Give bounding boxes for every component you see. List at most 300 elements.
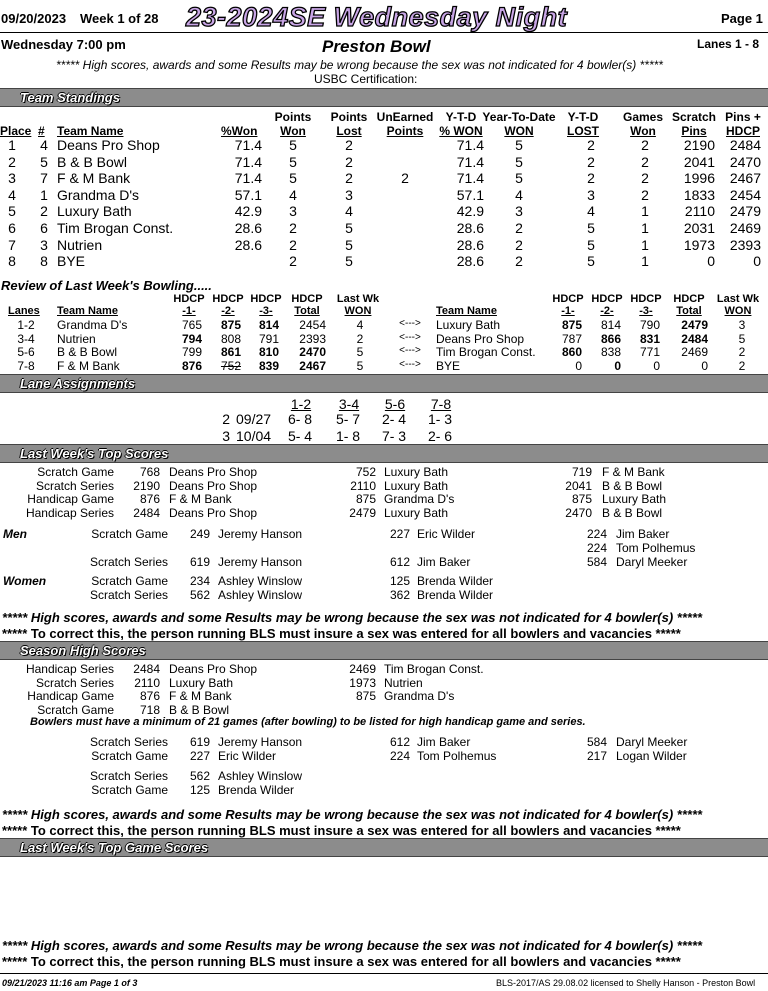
standings-cell-ph: 2467 [729, 170, 761, 187]
review-cell-a2: 875 [220, 318, 241, 332]
review-cell-aw: 4 [356, 318, 364, 332]
bowler-name: Brenda Wilder [417, 574, 494, 588]
week-label: Week 1 of 28 [80, 11, 159, 26]
col-team: Team Name [57, 124, 124, 138]
review-cell-b1: 875 [561, 318, 582, 332]
standings-cell-ytdp: 28.6 [456, 253, 484, 270]
review-cell-aw: 5 [356, 345, 364, 359]
standings-cell-team: Luxury Bath [57, 203, 132, 220]
top-team-score: 752 [355, 465, 376, 479]
warning-line-2a: ***** To correct this, the person running BLS must insure a sex was entered for all bowlers and vacancies ***** [2, 626, 681, 641]
season-high-section-bar [0, 641, 768, 660]
standings-cell-ytdw: 3 [515, 203, 523, 220]
review-col-hdcp: HDCP [291, 293, 323, 305]
standings-cell-ytdw: 5 [515, 153, 523, 170]
lane-matchup: 5- 4 [287, 428, 313, 444]
individual-category: Scratch Series [89, 769, 168, 783]
lane-matchup: 1- 3 [427, 411, 453, 427]
standings-cell-pct: 28.6 [234, 220, 262, 236]
standings-cell-place: 5 [8, 203, 16, 220]
standings-cell-ytdw: 2 [515, 253, 523, 270]
standings-cell-team: Nutrien [57, 236, 103, 253]
review-cell-a3: 810 [258, 345, 279, 359]
standings-cell-pl: 5 [345, 253, 353, 270]
standings-cell-ph: 2470 [729, 153, 761, 170]
review-cell-a2: 752 [220, 358, 241, 373]
standings-cell-num: 6 [40, 220, 48, 236]
review-cell-at: 2470 [299, 345, 326, 359]
col-ue-2: Points [386, 124, 424, 138]
report-date: 09/20/2023 [1, 11, 67, 26]
individual-score: 224 [389, 749, 410, 763]
standings-cell-num: 8 [40, 253, 48, 270]
lane-matchup: 2- 6 [427, 428, 453, 444]
top-team-name: Luxury Bath [384, 465, 449, 479]
review-cell-a2: 861 [220, 345, 241, 359]
bowling-center: Preston Bowl [322, 37, 431, 56]
standings-cell-place: 1 [8, 137, 16, 153]
season-team-score: 875 [355, 689, 376, 703]
season-team-score: 2469 [349, 662, 376, 676]
standings-cell-ue: 2 [401, 170, 409, 187]
season-team-name: B & B Bowl [169, 702, 230, 717]
standings-cell-ytdl: 5 [587, 253, 595, 270]
individual-score: 125 [189, 783, 210, 797]
individual-score: 362 [389, 588, 410, 602]
lane-pair-header: 5-6 [384, 396, 406, 412]
standings-cell-ph: 2484 [729, 137, 761, 153]
warning-line-2c: ***** To correct this, the person running BLS must insure a sex was entered for all bowlers and vacancies ***** [2, 954, 681, 969]
review-col-won-b: WON [724, 305, 752, 317]
bowler-name: Jim Baker [417, 735, 471, 749]
review-cell-b3: 0 [653, 358, 660, 373]
bowler-name: Jim Baker [417, 555, 471, 569]
standings-cell-ytdw: 5 [515, 170, 523, 187]
individual-score: 224 [586, 527, 607, 541]
lane-matchup: 6- 8 [287, 411, 313, 427]
col-pl-2: Lost [336, 124, 362, 138]
bowler-name: Daryl Meeker [616, 735, 688, 749]
standings-cell-ytdl: 2 [587, 170, 595, 187]
top-game-scores-section-bar [0, 838, 768, 857]
standings-cell-team: B & B Bowl [57, 153, 128, 170]
top-team-score: 875 [571, 492, 592, 506]
individual-score: 584 [586, 555, 607, 569]
review-cell-a1: 799 [181, 345, 202, 359]
footer-right: BLS-2017/AS 29.08.02 licensed to Shelly Hanson - Preston Bowl [496, 978, 756, 988]
bowler-name: Tom Polhemus [417, 749, 497, 763]
standings-cell-pl: 2 [345, 153, 353, 170]
season-team-name: Nutrien [384, 675, 423, 690]
season-team-name: Luxury Bath [169, 675, 234, 690]
standings-cell-ytdw: 5 [515, 137, 523, 153]
standings-cell-gw: 1 [641, 236, 649, 253]
standings-section-title: Team Standings [20, 90, 120, 105]
warning-line-1c: ***** High scores, awards and some Results may be wrong because the sex was not indicated for 4 bowler(s) ***** [2, 938, 703, 953]
standings-cell-pct: 71.4 [234, 153, 262, 170]
top-team-score: 876 [139, 492, 160, 506]
top-team-name: F & M Bank [169, 492, 232, 506]
standings-cell-gw: 1 [641, 220, 649, 236]
individual-score: 227 [389, 527, 410, 541]
top-team-name: Luxury Bath [602, 492, 667, 506]
col-sp-1: Scratch [671, 110, 717, 124]
standings-cell-ph: 2469 [729, 220, 761, 236]
review-cell-t1: Nutrien [57, 331, 96, 346]
review-col-lanes: Lanes [8, 305, 40, 317]
lane-week-date: 10/04 [236, 428, 272, 444]
standings-cell-pw: 2 [289, 236, 297, 253]
standings-cell-pw: 3 [289, 203, 297, 220]
top-game-scores-section-title: Last Week's Top Game Scores [20, 840, 209, 855]
top-team-category: Scratch Series [35, 478, 114, 493]
standings-cell-pct: 42.9 [234, 203, 262, 220]
review-col-g1: -1- [561, 305, 575, 317]
review-cell-at: 2393 [299, 331, 326, 346]
warning-line-1b: ***** High scores, awards and some Results may be wrong because the sex was not indicated for 4 bowler(s) ***** [2, 807, 703, 822]
individual-category: Scratch Game [91, 574, 168, 588]
individual-score: 125 [389, 574, 410, 588]
standings-cell-num: 4 [40, 137, 48, 153]
individual-score: 612 [389, 735, 410, 749]
lane-week-number: 3 [222, 428, 230, 444]
review-cell-t1: Grandma D's [57, 318, 128, 332]
review-col-g1: -1- [182, 305, 196, 317]
review-col-lastwk-b: Last Wk [716, 293, 760, 305]
col-ytdw-1: Year-To-Date [482, 110, 556, 124]
review-cell-b3: 831 [639, 331, 660, 346]
season-team-name: Tim Brogan Const. [384, 662, 484, 676]
standings-cell-num: 5 [40, 153, 48, 170]
review-col-hdcp: HDCP [552, 293, 584, 305]
col-gw-1: Games [622, 110, 664, 124]
standings-cell-gw: 1 [641, 253, 649, 270]
individual-category: Scratch Game [91, 527, 168, 541]
top-team-name: Luxury Bath [384, 505, 449, 520]
warning-line-1a: ***** High scores, awards and some Results may be wrong because the sex was not indicated for 4 bowler(s) ***** [2, 610, 703, 625]
standings-cell-pw: 2 [289, 253, 297, 270]
top-team-category: Scratch Game [37, 465, 114, 479]
lane-pair-header: 1-2 [290, 396, 312, 412]
review-cell-aw: 2 [356, 331, 364, 346]
standings-cell-place: 3 [8, 170, 16, 187]
col-pl-1: Points [330, 110, 368, 124]
review-cell-at: 2467 [299, 358, 326, 373]
standings-cell-gw: 2 [641, 153, 649, 170]
review-cell-lanes: 1-2 [17, 318, 35, 332]
standings-cell-sp: 2190 [683, 137, 715, 153]
review-cell-b3: 771 [639, 345, 660, 359]
lane-assignments-section-title: Lane Assignments [20, 376, 136, 391]
top-team-score: 2110 [350, 478, 376, 493]
standings-cell-pct: 57.1 [234, 186, 262, 203]
standings-cell-pl: 4 [345, 203, 353, 220]
standings-cell-sp: 1833 [683, 186, 715, 203]
review-col-total: Total [676, 305, 702, 317]
col-ph-2: HDCP [725, 124, 760, 138]
standings-cell-team: Deans Pro Shop [57, 137, 160, 153]
standings-cell-pl: 2 [345, 170, 353, 187]
day-time: Wednesday 7:00 pm [1, 37, 126, 52]
top-team-name: Deans Pro Shop [169, 465, 258, 479]
review-cell-t1: F & M Bank [57, 358, 120, 373]
standings-cell-num: 7 [40, 170, 48, 187]
review-cell-b2: 814 [600, 318, 621, 332]
versus-arrow: <---> [399, 318, 421, 329]
standings-section-bar [0, 88, 768, 107]
standings-cell-place: 6 [8, 220, 16, 236]
bowler-name: Brenda Wilder [218, 783, 295, 797]
men-label: Men [3, 527, 27, 541]
review-cell-b2: 866 [600, 331, 621, 346]
standings-cell-pl: 2 [345, 137, 353, 153]
standings-cell-ytdp: 28.6 [456, 236, 484, 253]
review-col-g3: -3- [639, 305, 653, 317]
review-cell-bw: 2 [738, 358, 746, 373]
review-cell-a1: 794 [181, 331, 202, 346]
bowler-name: Brenda Wilder [417, 588, 494, 602]
review-cell-bt: 2479 [681, 318, 708, 332]
individual-category: Scratch Game [91, 749, 168, 763]
bowler-name: Daryl Meeker [616, 555, 688, 569]
top-team-score: 768 [139, 465, 160, 479]
col-ytdp-1: Y-T-D [445, 110, 477, 124]
header-warning: ***** High scores, awards and some Results may be wrong because the sex was not indicated for 4 bowler(s) ***** [56, 58, 663, 72]
individual-score: 249 [189, 527, 210, 541]
season-team-category: Scratch Series [35, 675, 114, 690]
season-team-category: Handicap Series [25, 662, 114, 676]
bowler-name: Tom Polhemus [616, 541, 696, 555]
standings-cell-pw: 2 [289, 220, 297, 236]
top-team-name: F & M Bank [602, 465, 665, 479]
review-cell-bw: 2 [738, 345, 746, 359]
review-cell-b1: 860 [561, 345, 582, 359]
individual-score: 562 [189, 769, 210, 783]
review-cell-t2: Deans Pro Shop [436, 331, 525, 346]
standings-cell-team: F & M Bank [57, 170, 131, 187]
review-cell-b2: 0 [614, 358, 621, 373]
bowler-name: Jeremy Hanson [218, 527, 303, 541]
top-team-name: B & B Bowl [602, 505, 663, 520]
top-team-name: Deans Pro Shop [169, 478, 258, 493]
individual-score: 224 [586, 541, 607, 555]
individual-category: Scratch Series [89, 735, 168, 749]
individual-score: 217 [586, 749, 607, 763]
col-ytdp-2: % WON [439, 124, 483, 138]
standings-cell-place: 2 [8, 153, 16, 170]
review-cell-a3: 791 [258, 331, 279, 346]
standings-cell-gw: 2 [641, 170, 649, 187]
individual-category: Scratch Series [89, 588, 168, 602]
review-cell-t2: BYE [436, 358, 461, 373]
col-ph-1: Pins + [725, 110, 761, 124]
top-team-name: Luxury Bath [384, 478, 449, 493]
standings-cell-ytdl: 5 [587, 236, 595, 253]
season-team-category: Handicap Game [27, 689, 114, 703]
standings-cell-sp: 0 [707, 253, 715, 270]
review-cell-bt: 2484 [681, 331, 708, 346]
season-team-score: 2484 [133, 662, 160, 676]
standings-cell-pct: 71.4 [234, 170, 262, 187]
top-scores-section-title: Last Week's Top Scores [20, 446, 169, 461]
standings-cell-ytdl: 2 [587, 153, 595, 170]
standings-cell-team: Grandma D's [57, 186, 140, 203]
review-col-lastwk-a: Last Wk [336, 293, 380, 305]
individual-score: 619 [189, 735, 210, 749]
bowler-name: Jeremy Hanson [218, 555, 303, 569]
review-cell-b2: 838 [600, 345, 621, 359]
standings-cell-ytdp: 28.6 [456, 220, 484, 236]
individual-score: 612 [389, 555, 410, 569]
bowler-name: Eric Wilder [218, 749, 277, 763]
standings-cell-ytdp: 71.4 [456, 170, 484, 187]
season-team-score: 876 [139, 689, 160, 703]
season-team-category: Scratch Game [37, 702, 114, 717]
top-team-name: Grandma D's [384, 492, 455, 506]
top-team-score: 875 [355, 492, 376, 506]
standings-cell-ytdl: 3 [587, 186, 595, 203]
review-cell-lanes: 7-8 [17, 358, 35, 373]
review-cell-a1: 876 [181, 358, 202, 373]
standings-cell-ytdw: 4 [515, 186, 523, 203]
standings-cell-gw: 2 [641, 186, 649, 203]
standings-cell-gw: 1 [641, 203, 649, 220]
review-col-team-b: Team Name [436, 305, 497, 317]
season-note: Bowlers must have a minimum of 21 games (after bowling) to be listed for high handicap game and series. [30, 716, 586, 728]
standings-cell-team: Tim Brogan Const. [57, 220, 174, 236]
versus-arrow: <---> [399, 331, 421, 343]
lane-matchup: 7- 3 [381, 428, 407, 444]
review-col-hdcp: HDCP [173, 293, 205, 305]
review-cell-t2: Luxury Bath [436, 318, 501, 332]
warning-line-2b: ***** To correct this, the person running BLS must insure a sex was entered for all bowlers and vacancies ***** [2, 823, 681, 838]
lane-assignments-section-bar [0, 374, 768, 393]
col-num: # [38, 124, 45, 138]
standings-cell-ytdp: 71.4 [456, 137, 484, 153]
standings-cell-pct: 28.6 [234, 236, 262, 253]
standings-cell-place: 8 [8, 253, 16, 270]
season-team-name: F & M Bank [169, 689, 232, 703]
col-pw-1: Points [274, 110, 312, 124]
top-team-score: 719 [571, 465, 592, 479]
standings-cell-num: 1 [40, 186, 48, 203]
col-ytdl-2: LOST [567, 124, 599, 138]
versus-arrow: <---> [399, 345, 421, 356]
footer-left: 09/21/2023 11:16 am Page 1 of 3 [2, 978, 138, 988]
lane-week-number: 2 [222, 411, 230, 427]
standings-cell-sp: 2110 [684, 203, 715, 220]
standings-cell-pw: 5 [289, 137, 297, 153]
review-cell-a3: 814 [258, 318, 279, 332]
top-team-score: 2484 [133, 505, 160, 520]
top-team-score: 2479 [349, 505, 376, 520]
standings-cell-ph: 2393 [729, 236, 761, 253]
standings-cell-num: 2 [40, 203, 48, 220]
lane-pair-header: 3-4 [338, 396, 360, 412]
bowler-name: Jim Baker [616, 527, 670, 541]
top-scores-section-bar [0, 444, 768, 463]
standings-cell-ph: 0 [753, 253, 761, 270]
lane-matchup: 5- 7 [335, 411, 361, 427]
standings-cell-ph: 2479 [729, 203, 761, 220]
page-label: Page 1 [721, 11, 763, 26]
col-pct: %Won [221, 124, 258, 138]
standings-cell-sp: 2041 [683, 153, 715, 170]
review-cell-aw: 5 [356, 358, 364, 373]
review-col-total: Total [294, 305, 320, 317]
col-gw-2: Won [630, 124, 656, 138]
review-cell-lanes: 5-6 [17, 345, 35, 359]
review-col-g2: -2- [600, 305, 614, 317]
women-label: Women [3, 574, 47, 588]
review-cell-a2: 808 [220, 331, 241, 346]
footer-rule [0, 973, 768, 974]
season-team-score: 1973 [349, 675, 376, 690]
review-cell-bt: 0 [701, 358, 708, 373]
top-team-category: Handicap Series [25, 505, 114, 520]
bowler-name: Ashley Winslow [218, 574, 303, 588]
standings-cell-pw: 5 [289, 170, 297, 187]
header-rule [0, 32, 768, 33]
standings-cell-pl: 5 [345, 236, 353, 253]
standings-cell-pl: 5 [345, 220, 353, 236]
standings-cell-sp: 1996 [683, 170, 715, 187]
season-team-score: 718 [139, 702, 160, 717]
usbc-certification: USBC Certification: [314, 72, 418, 86]
individual-category: Scratch Series [89, 555, 168, 569]
review-col-g3: -3- [259, 305, 273, 317]
standings-cell-place: 7 [8, 236, 16, 253]
league-title: 23-2024SE Wednesday Night [186, 2, 568, 32]
review-col-team-a: Team Name [57, 305, 118, 317]
standings-cell-pl: 3 [345, 186, 353, 203]
review-cell-a1: 765 [181, 318, 202, 332]
review-cell-bw: 5 [738, 331, 746, 346]
standings-cell-gw: 2 [641, 137, 649, 153]
review-cell-t2: Tim Brogan Const. [436, 345, 536, 359]
lanes-label: Lanes 1 - 8 [697, 37, 760, 51]
review-cell-b1: 0 [575, 358, 582, 373]
individual-score: 227 [189, 749, 210, 763]
season-team-name: Deans Pro Shop [169, 662, 258, 676]
bowler-name: Ashley Winslow [218, 588, 303, 602]
review-cell-t1: B & B Bowl [57, 345, 118, 359]
col-pw-2: Won [280, 124, 306, 138]
standings-cell-pw: 5 [289, 153, 297, 170]
top-team-score: 2470 [565, 505, 592, 520]
review-cell-lanes: 3-4 [17, 331, 35, 346]
top-team-name: Deans Pro Shop [169, 505, 258, 520]
bowler-name: Jeremy Hanson [218, 735, 303, 749]
standings-cell-sp: 1973 [683, 236, 715, 253]
standings-cell-ytdw: 2 [515, 220, 523, 236]
standings-cell-place: 4 [8, 186, 16, 203]
col-ytdw-2: WON [504, 124, 534, 138]
review-col-hdcp: HDCP [250, 293, 282, 305]
review-cell-a3: 839 [258, 358, 279, 373]
review-col-hdcp: HDCP [630, 293, 662, 305]
individual-score: 234 [189, 574, 210, 588]
season-team-name: Grandma D's [384, 689, 455, 703]
standings-cell-ytdl: 2 [587, 137, 595, 153]
season-high-section-title: Season High Scores [20, 643, 146, 658]
individual-score: 562 [189, 588, 210, 602]
standings-cell-ytdw: 2 [515, 236, 523, 253]
individual-score: 619 [189, 555, 210, 569]
col-ytdl-1: Y-T-D [567, 110, 599, 124]
bowler-name: Logan Wilder [616, 749, 687, 763]
individual-category: Scratch Game [91, 783, 168, 797]
